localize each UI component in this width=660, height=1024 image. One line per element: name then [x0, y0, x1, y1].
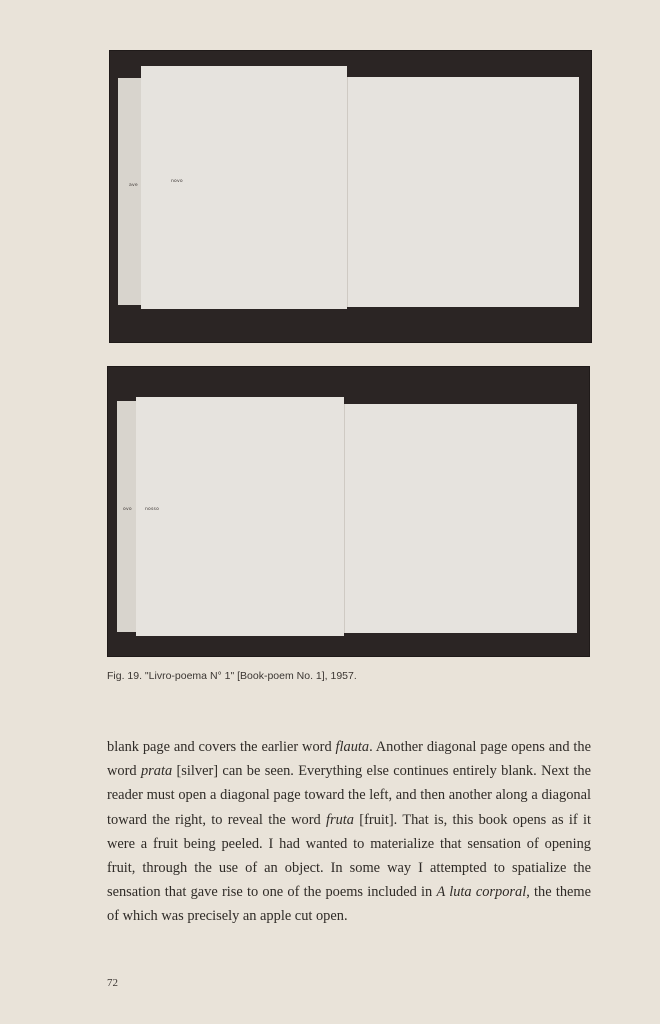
word-back: ave — [129, 183, 138, 188]
page-number: 72 — [107, 977, 118, 989]
text-run: blank page and covers the earlier word — [107, 739, 336, 755]
italic-word: prata — [140, 763, 173, 780]
figure-photo-top — [109, 50, 592, 343]
text-run: . Another diagonal page opens and the word — [107, 739, 591, 780]
word-front: novo — [171, 179, 183, 184]
left-page — [141, 66, 347, 309]
word-front: nosso — [145, 507, 160, 512]
left-page — [136, 397, 344, 636]
right-page — [344, 404, 577, 633]
italic-title: A luta corporal — [436, 884, 527, 901]
right-page — [347, 77, 579, 307]
text-run: [silver] can be seen. Everything else continues entirely blank. Next the reader must open a diagonal page toward the left, and then another along a diagonal toward the right, to reveal the word — [107, 763, 591, 828]
italic-word: fruta — [326, 811, 354, 828]
text-run: , the theme of which was precisely an apple cut open. — [107, 884, 591, 925]
book-spine — [347, 77, 348, 307]
book-spine — [344, 404, 345, 633]
body-paragraph — [107, 735, 591, 929]
italic-word: flauta — [335, 739, 370, 755]
figure-caption: Fig. 19. "Livro-poema N° 1" [Book-poem No. 1], 1957. — [107, 670, 357, 682]
figure-photo-bottom — [107, 366, 590, 657]
word-back: ovo — [123, 507, 132, 512]
text-run: [fruit]. That is, this book opens as if it were a fruit being peeled. I had wanted to materialize that sensation of opening fruit, through the use of an object. In some way I attempted to spatialize the sensation that gave rise to one of the poems included in — [107, 811, 591, 901]
